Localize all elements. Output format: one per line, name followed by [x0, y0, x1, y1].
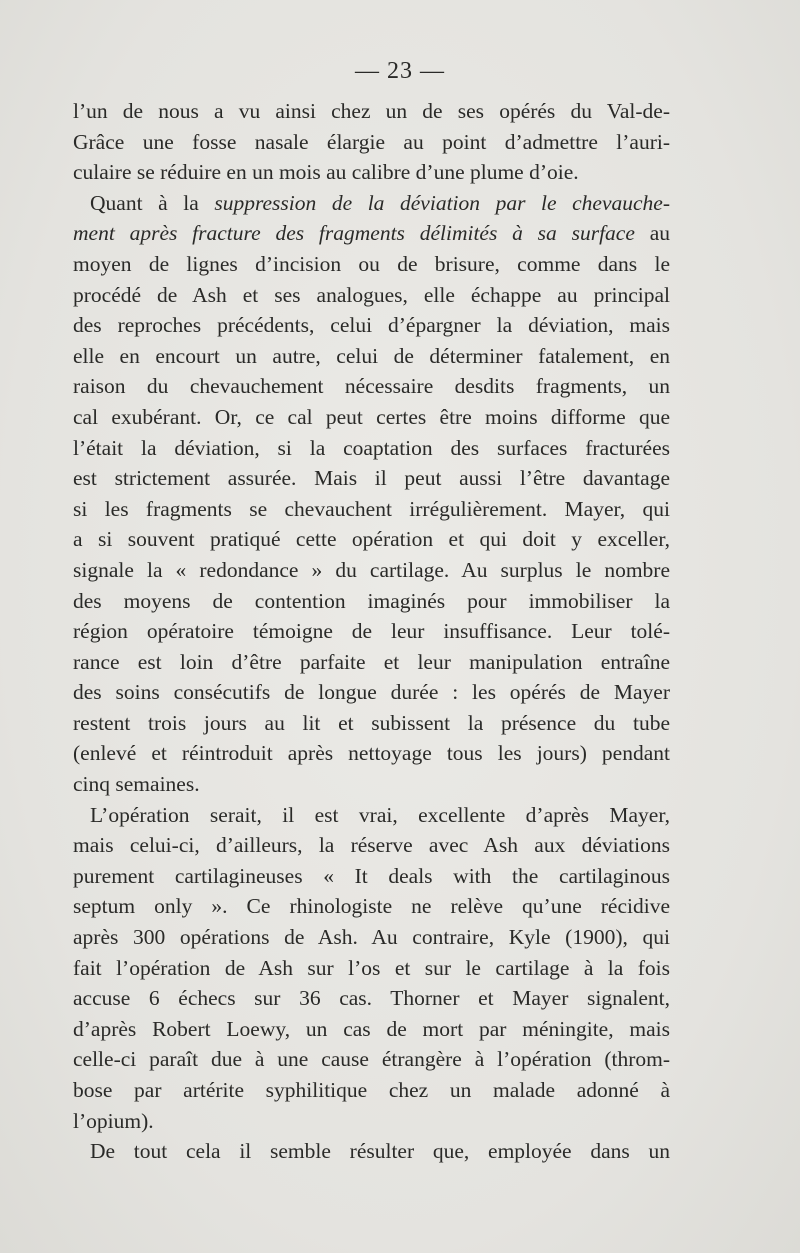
text-line: [73, 463, 670, 494]
text-segment: Quant à la: [90, 190, 215, 215]
text-line: [73, 218, 670, 249]
text-line: [73, 127, 670, 158]
text-segment: raison du chevauchement nécessaire desdits fragments, un: [73, 374, 670, 399]
text-segment: des reproches précédents, celui d’épargner la déviation, mais: [73, 313, 670, 338]
text-segment: a si souvent pratiqué cette opération et qui doit y exceller,: [73, 527, 670, 552]
text-line: [73, 1044, 670, 1075]
text-segment: l’était la déviation, si la coaptation des surfaces fracturées: [73, 435, 670, 460]
text-line: [73, 769, 670, 800]
text-line: [73, 249, 670, 280]
text-line: [73, 1106, 670, 1137]
italic-text: suppression de la déviation par le chevauche-: [214, 190, 670, 215]
text-segment: si les fragments se chevauchent irrégulièrement. Mayer, qui: [73, 496, 670, 521]
text-segment: restent trois jours au lit et subissent la présence du tube: [73, 710, 670, 735]
text-segment: celle-ci paraît due à une cause étrangère à l’opération (throm-: [73, 1047, 670, 1072]
text-line: [73, 280, 670, 311]
text-segment: signale la « redondance » du cartilage. Au surplus le nombre: [73, 557, 670, 582]
text-segment: elle en encourt un autre, celui de déterminer fatalement, en: [73, 343, 670, 368]
text-segment: purement cartilagineuses « It deals with the cartilaginous: [73, 863, 670, 888]
text-segment: mais celui-ci, d’ailleurs, la réserve avec Ash aux déviations: [73, 833, 670, 858]
text-line: [73, 1075, 670, 1106]
text-line: [73, 708, 670, 739]
text-line: [73, 891, 670, 922]
text-line: [73, 830, 670, 861]
text-line: [73, 800, 670, 831]
text-line: [73, 677, 670, 708]
text-line: [73, 738, 670, 769]
text-segment: procédé de Ash et ses analogues, elle échappe au principal: [73, 282, 670, 307]
text-segment: bose par artérite syphilitique chez un malade adonné à: [73, 1078, 670, 1102]
text-line: [73, 310, 670, 341]
text-segment: des soins consécutifs de longue durée : les opérés de Mayer: [73, 680, 670, 705]
text-segment: culaire se réduire en un mois au calibre d’une plume d’oie.: [73, 160, 579, 185]
text-segment: (enlevé et réintroduit après nettoyage tous les jours) pendant: [73, 741, 670, 766]
text-line: [73, 983, 670, 1014]
text-line: [73, 188, 670, 219]
text-line: [73, 1136, 670, 1167]
text-segment: moyen de lignes d’incision ou de brisure, comme dans le: [73, 251, 670, 276]
text-segment: région opératoire témoigne de leur insuffisance. Leur tolé-: [73, 619, 670, 644]
text-line: [73, 341, 670, 372]
text-segment: fait l’opération de Ash sur l’os et sur le cartilage à la fois: [73, 955, 670, 980]
text-line: [73, 96, 670, 127]
text-segment: cinq semaines.: [73, 772, 200, 797]
page-number: — 23 —: [355, 58, 445, 84]
text-line: [73, 586, 670, 617]
text-segment: l’un de nous a vu ainsi chez un de ses opérés du Val-de-: [73, 99, 670, 123]
text-line: [73, 555, 670, 586]
text-segment: d’après Robert Loewy, un cas de mort par méningite, mais: [73, 1016, 670, 1041]
text-segment: l’opium).: [73, 1108, 154, 1133]
text-segment: après 300 opérations de Ash. Au contraire, Kyle (1900), qui: [73, 925, 670, 950]
text-segment: De tout cela il semble résulter que, employée dans un: [90, 1139, 670, 1164]
text-segment: des moyens de contention imaginés pour immobiliser la: [73, 588, 670, 613]
text-line: [73, 922, 670, 953]
text-segment: accuse 6 échecs sur 36 cas. Thorner et Mayer signalent,: [73, 986, 670, 1011]
text-line: [73, 402, 670, 433]
text-line: [73, 157, 670, 188]
italic-text: ment après fracture des fragments délimités à sa surface: [73, 221, 635, 246]
text-line: [73, 371, 670, 402]
text-segment: est strictement assurée. Mais il peut aussi l’être davantage: [73, 466, 670, 491]
text-segment: cal exubérant. Or, ce cal peut certes être moins difforme que: [73, 404, 670, 429]
text-segment: au: [634, 221, 671, 246]
text-segment: rance est loin d’être parfaite et leur manipulation entraîne: [73, 649, 670, 674]
text-line: [73, 861, 670, 892]
text-line: [73, 494, 670, 525]
text-line: [73, 647, 670, 678]
text-line: [73, 1014, 670, 1045]
body-text: [73, 96, 670, 1167]
text-line: [73, 616, 670, 647]
text-line: [73, 433, 670, 464]
text-line: [73, 524, 670, 555]
text-segment: L’opération serait, il est vrai, excellente d’après Mayer,: [90, 802, 670, 827]
text-segment: Grâce une fosse nasale élargie au point d’admettre l’auri-: [73, 129, 670, 154]
text-line: [73, 953, 670, 984]
text-segment: septum only ». Ce rhinologiste ne relève qu’une récidive: [73, 894, 670, 919]
